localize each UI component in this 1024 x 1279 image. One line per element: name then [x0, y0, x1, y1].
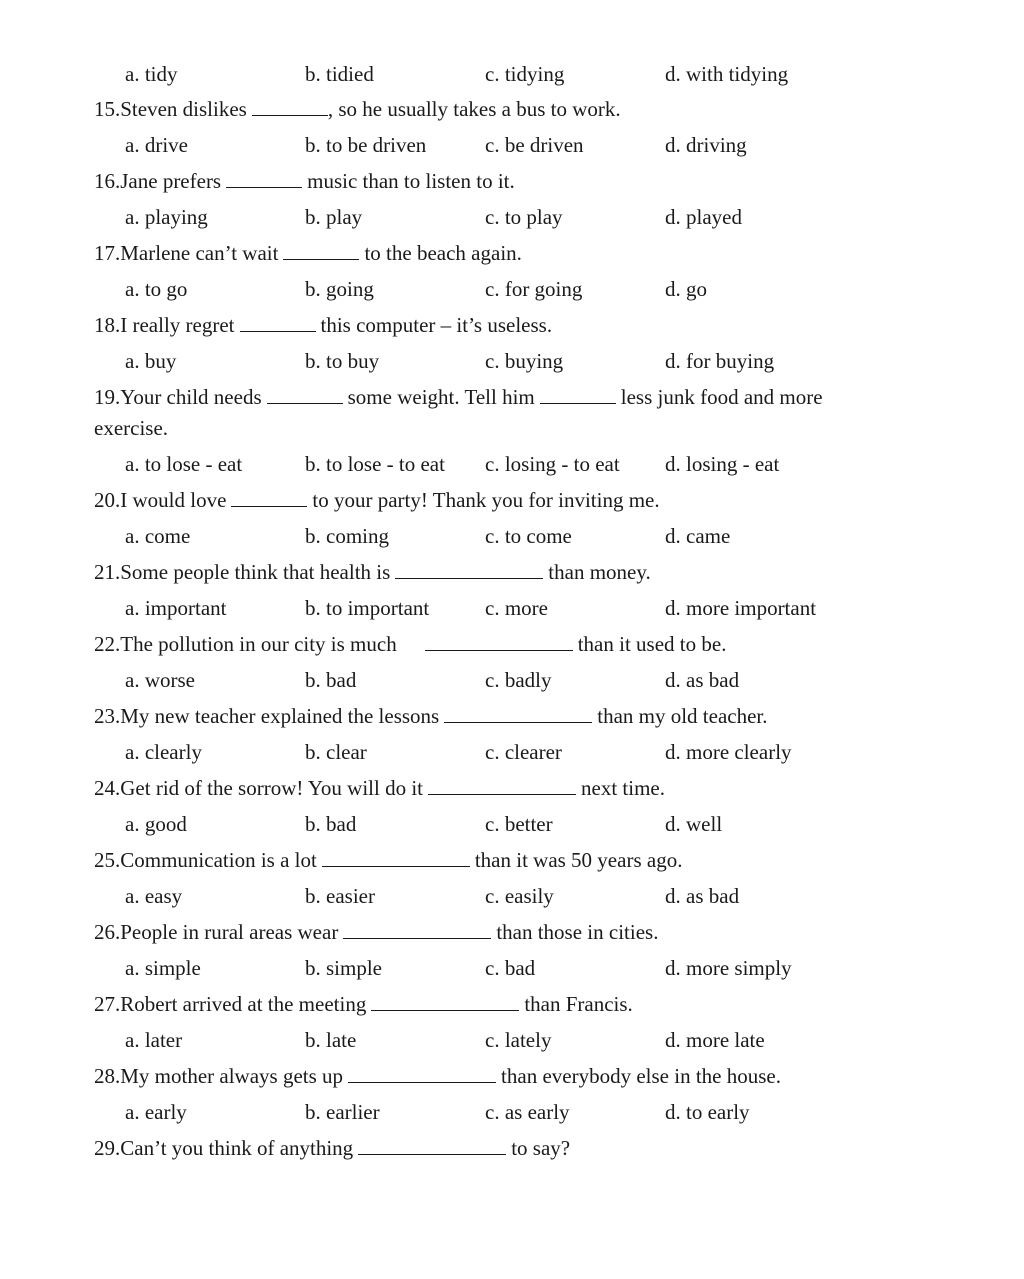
option-b: b. going — [305, 277, 374, 301]
question-text: than those in cities. — [496, 920, 659, 944]
answer-blank — [322, 848, 470, 867]
option-c: c. to play — [485, 205, 563, 229]
question-text: than everybody else in the house. — [501, 1064, 781, 1088]
option-b: b. play — [305, 205, 363, 229]
option-b: b. easier — [305, 884, 375, 908]
question-text: , so he usually takes a bus to work. — [327, 97, 621, 121]
option-a: a. to lose - eat — [125, 452, 243, 476]
question-text: 25.Communication is a lot — [94, 848, 317, 872]
options-row-22 — [0, 665, 1024, 695]
question-text: than Francis. — [524, 992, 633, 1016]
question-26 — [0, 917, 1024, 947]
answer-blank — [425, 632, 573, 651]
option-c: c. clearer — [485, 740, 562, 764]
option-a: a. easy — [125, 884, 183, 908]
option-a: a. drive — [125, 133, 188, 157]
answer-blank — [358, 1136, 506, 1155]
option-d: d. driving — [665, 133, 747, 157]
option-a: a. good — [125, 812, 187, 836]
option-a: a. clearly — [125, 740, 202, 764]
option-d: d. as bad — [665, 884, 740, 908]
options-row-16 — [0, 202, 1024, 232]
options-row-28 — [0, 1097, 1024, 1127]
option-b: b. to buy — [305, 349, 380, 373]
question-text: some weight. Tell him — [347, 385, 535, 409]
option-d: d. losing - eat — [665, 452, 780, 476]
question-25 — [0, 845, 1024, 875]
question-text: than money. — [548, 560, 651, 584]
options-row-25 — [0, 881, 1024, 911]
options-row-17 — [0, 274, 1024, 304]
option-c: c. be driven — [485, 133, 584, 157]
question-19 — [0, 382, 1024, 412]
answer-blank — [444, 704, 592, 723]
option-b: b. bad — [305, 668, 357, 692]
question-18 — [0, 310, 1024, 340]
options-row-26 — [0, 953, 1024, 983]
option-a: a. buy — [125, 349, 177, 373]
question-text: music than to listen to it. — [307, 169, 515, 193]
option-b: b. late — [305, 1028, 357, 1052]
question-text: 21.Some people think that health is — [94, 560, 391, 584]
question-text: 28.My mother always gets up — [94, 1064, 344, 1088]
option-b: b. earlier — [305, 1100, 380, 1124]
option-b: b. to lose - to eat — [305, 452, 445, 476]
option-a: a. worse — [125, 668, 195, 692]
question-29 — [0, 1133, 1024, 1163]
answer-blank — [428, 776, 576, 795]
option-c: c. bad — [485, 956, 536, 980]
option-d: d. go — [665, 277, 707, 301]
question-text: to the beach again. — [364, 241, 522, 265]
question-17 — [0, 238, 1024, 268]
option-c: c. badly — [485, 668, 552, 692]
question-text: to say? — [511, 1136, 571, 1160]
options-row-27 — [0, 1025, 1024, 1055]
option-c: c. for going — [485, 277, 583, 301]
option-d: d. more simply — [665, 956, 792, 980]
question-text: 18.I really regret — [94, 313, 235, 337]
option-a: a. to go — [125, 277, 188, 301]
option-c: c. easily — [485, 884, 554, 908]
options-row-18 — [0, 346, 1024, 376]
option-a: a. playing — [125, 205, 208, 229]
question-text: to your party! Thank you for inviting me. — [312, 488, 660, 512]
question-28 — [0, 1061, 1024, 1091]
options-row-14 — [0, 59, 1024, 89]
question-27 — [0, 989, 1024, 1019]
options-row-15 — [0, 130, 1024, 160]
question-text: next time. — [581, 776, 665, 800]
option-a: a. early — [125, 1100, 187, 1124]
question-21 — [0, 557, 1024, 587]
option-d: d. well — [665, 812, 723, 836]
answer-blank — [231, 488, 307, 507]
question-16 — [0, 166, 1024, 196]
question-text: 24.Get rid of the sorrow! You will do it — [94, 776, 423, 800]
question-22 — [0, 629, 1024, 659]
question-text: 29.Can’t you think of anything — [94, 1136, 354, 1160]
option-b: b. simple — [305, 956, 382, 980]
options-row-19 — [0, 449, 1024, 479]
question-text: than it used to be. — [577, 632, 727, 656]
answer-blank — [371, 992, 519, 1011]
option-a: a. tidy — [125, 62, 178, 86]
question-15 — [0, 94, 1024, 124]
option-d: d. more clearly — [665, 740, 792, 764]
option-c: c. lately — [485, 1028, 552, 1052]
question-text: less junk food and more — [620, 385, 823, 409]
answer-blank — [252, 97, 328, 116]
question-text: 19.Your child needs — [94, 385, 262, 409]
option-c: c. more — [485, 596, 548, 620]
question-text: 23.My new teacher explained the lessons — [94, 704, 440, 728]
question-20 — [0, 485, 1024, 515]
question-text: 27.Robert arrived at the meeting — [94, 992, 367, 1016]
option-d: d. with tidying — [665, 62, 789, 86]
option-b: b. to be driven — [305, 133, 427, 157]
answer-blank — [540, 385, 616, 404]
option-b: b. clear — [305, 740, 367, 764]
question-text: this computer – it’s useless. — [320, 313, 553, 337]
options-row-21 — [0, 593, 1024, 623]
answer-blank — [240, 313, 316, 332]
question-19-continued — [0, 413, 1024, 443]
option-a: a. later — [125, 1028, 183, 1052]
option-d: d. as bad — [665, 668, 740, 692]
option-b: b. coming — [305, 524, 389, 548]
option-b: b. bad — [305, 812, 357, 836]
answer-blank — [395, 560, 543, 579]
option-d: d. played — [665, 205, 742, 229]
answer-blank — [283, 241, 359, 260]
option-a: a. important — [125, 596, 227, 620]
question-text: exercise. — [94, 416, 169, 440]
question-text: 26.People in rural areas wear — [94, 920, 339, 944]
question-text: 15.Steven dislikes — [94, 97, 247, 121]
option-d: d. came — [665, 524, 731, 548]
option-b: b. to important — [305, 596, 430, 620]
question-text: than my old teacher. — [597, 704, 768, 728]
option-c: c. to come — [485, 524, 572, 548]
option-d: d. to early — [665, 1100, 750, 1124]
option-a: a. simple — [125, 956, 201, 980]
options-row-23 — [0, 737, 1024, 767]
answer-blank — [267, 385, 343, 404]
option-d: d. more late — [665, 1028, 765, 1052]
option-c: c. losing - to eat — [485, 452, 620, 476]
option-d: d. for buying — [665, 349, 775, 373]
option-c: c. buying — [485, 349, 564, 373]
answer-blank — [226, 169, 302, 188]
question-text: than it was 50 years ago. — [474, 848, 683, 872]
question-23 — [0, 701, 1024, 731]
option-b: b. tidied — [305, 62, 374, 86]
question-text: 22.The pollution in our city is much — [94, 632, 397, 656]
option-c: c. as early — [485, 1100, 570, 1124]
answer-blank — [348, 1064, 496, 1083]
option-c: c. tidying — [485, 62, 565, 86]
question-text: 16.Jane prefers — [94, 169, 222, 193]
options-row-20 — [0, 521, 1024, 551]
options-row-24 — [0, 809, 1024, 839]
question-24 — [0, 773, 1024, 803]
option-a: a. come — [125, 524, 191, 548]
question-text: 20.I would love — [94, 488, 227, 512]
option-c: c. better — [485, 812, 553, 836]
option-d: d. more important — [665, 596, 817, 620]
question-text: 17.Marlene can’t wait — [94, 241, 279, 265]
answer-blank — [343, 920, 491, 939]
